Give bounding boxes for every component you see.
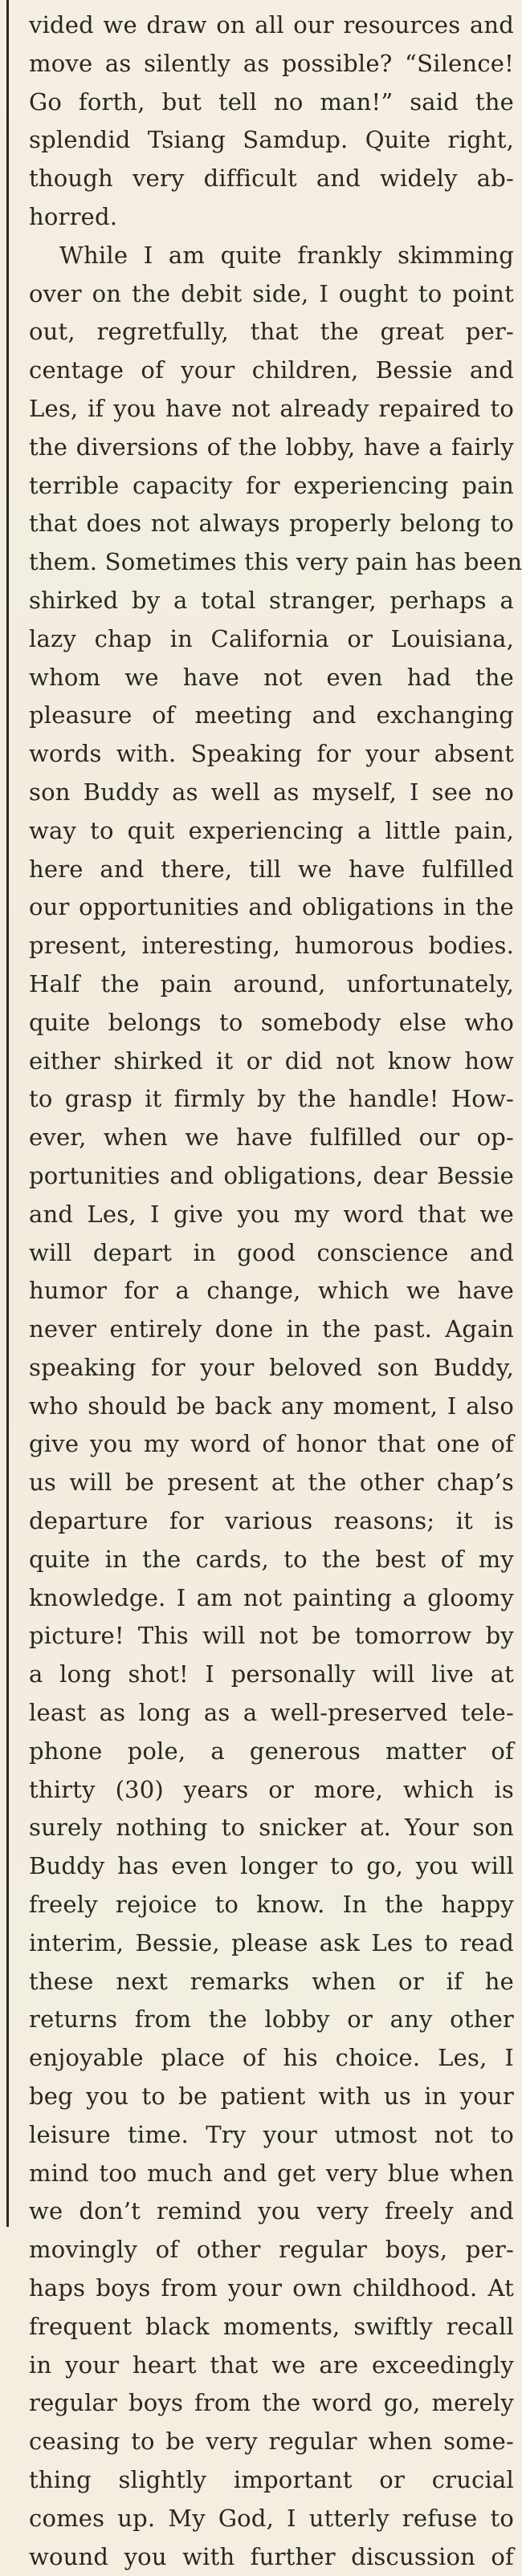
text-line: either shirked it or did not know how [29,1046,514,1075]
text-line: we don’t remind you very freely and [29,2197,514,2225]
text-line: pleasure of meeting and exchanging [29,701,514,729]
text-line: move as silently as possible? “Silence! [29,49,514,77]
text-line: lazy chap in California or Louisiana, [29,624,514,652]
text-line: to grasp it firmly by the handle! How- [29,1085,514,1113]
text-line: Buddy has even longer to go, you will [29,1852,514,1880]
text-line: thing slightly important or crucial [29,2466,514,2493]
text-line: comes up. My God, I utterly refuse to [29,2504,514,2532]
text-line: words with. Speaking for your absent [29,740,514,768]
text-line: phone pole, a generous matter of [29,1737,514,1765]
text-line: haps boys from your own childhood. At [29,2274,514,2302]
text-line: ceasing to be very regular when some- [29,2428,514,2456]
text-line: quite belongs to somebody else who [29,1008,514,1036]
text-line: leisure time. Try your utmost not to [29,2120,514,2148]
text-line: these next remarks when or if he [29,1967,514,1995]
text-line: never entirely done in the past. Again [29,1315,514,1343]
text-line: a long shot! I personally will live at [29,1660,514,1688]
text-line: out, regretfully, that the great per- [29,318,514,346]
paragraph [29,237,522,2576]
text-line: here and there, till we have fulfilled [29,855,514,883]
text-line: terrible capacity for experiencing pain [29,471,514,499]
text-line: knowledge. I am not painting a gloomy [29,1583,514,1611]
text-line: ever, when we have fulfilled our op- [29,1123,514,1152]
text-line: over on the debit side, I ought to point [29,279,514,307]
text-line: interim, Bessie, please ask Les to read [29,1928,514,1956]
text-line: movingly of other regular boys, per- [29,2236,514,2264]
text-line: Go forth, but tell no man!” said the [29,87,514,116]
text-line: regular boys from the word go, merely [29,2389,514,2417]
text-line: us will be present at the other chap’s [29,1469,514,1497]
text-line: quite in the cards, to the best of my [29,1545,514,1573]
text-line: that does not always properly belong to [29,510,514,538]
text-line: thirty (30) years or more, which is [29,1775,514,1803]
text-line: shirked by a total stranger, perhaps a [29,586,514,614]
text-line: enjoyable place of his choice. Les, I [29,2044,514,2072]
text-line: Les, if you have not already repaired to [29,394,514,422]
text-line: returns from the lobby or any other [29,2005,514,2034]
text-column [29,6,522,2576]
text-line: vided we draw on all our resources and [29,11,514,39]
text-line: speaking for your beloved son Buddy, [29,1353,514,1381]
text-line: departure for various reasons; it is [29,1507,514,1535]
text-line: mind too much and get very blue when [29,2159,514,2187]
text-line: portunities and obligations, dear Bessie [29,1161,514,1189]
paragraph [29,6,514,237]
text-line: our opportunities and obligations in the [29,893,514,921]
text-line: the diversions of the lobby, have a fairly [29,433,514,461]
text-line: wound you with further discussion of [29,2542,514,2570]
text-line: give you my word of honor that one of [29,1430,514,1458]
text-line: humor for a change, which we have [29,1277,514,1305]
text-line: picture! This will not be tomorrow by [29,1622,514,1650]
text-line: son Buddy as well as myself, I see no [29,778,514,806]
text-line: them. Sometimes this very pain has been [29,548,522,576]
text-line: and Les, I give you my word that we [29,1200,514,1228]
text-line: way to quit experiencing a little pain, [29,816,514,844]
text-line: surely nothing to snicker at. Your son [29,1814,514,1842]
text-line: horred. [29,202,118,230]
text-line: frequent black moments, swiftly recall [29,2312,514,2340]
text-line: Half the pain around, unfortunately, [29,969,514,997]
text-line: beg you to be patient with us in your [29,2082,514,2111]
text-line: whom we have not even had the [29,663,514,691]
text-line: centage of your children, Bessie and [29,356,514,384]
text-line: who should be back any moment, I also [29,1392,514,1420]
text-line: in your heart that we are exceedingly [29,2350,514,2379]
text-line: freely rejoice to know. In the happy [29,1891,514,1919]
text-line: While I am quite frankly skimming [59,241,514,269]
text-line: will depart in good conscience and [29,1238,514,1266]
text-line: though very difficult and widely ab- [29,165,514,193]
text-line: present, interesting, humorous bodies. [29,932,514,960]
text-line: splendid Tsiang Samdup. Quite right, [29,126,514,154]
text-line: least as long as a well-preserved tele- [29,1699,514,1727]
column-rule [6,0,9,2227]
